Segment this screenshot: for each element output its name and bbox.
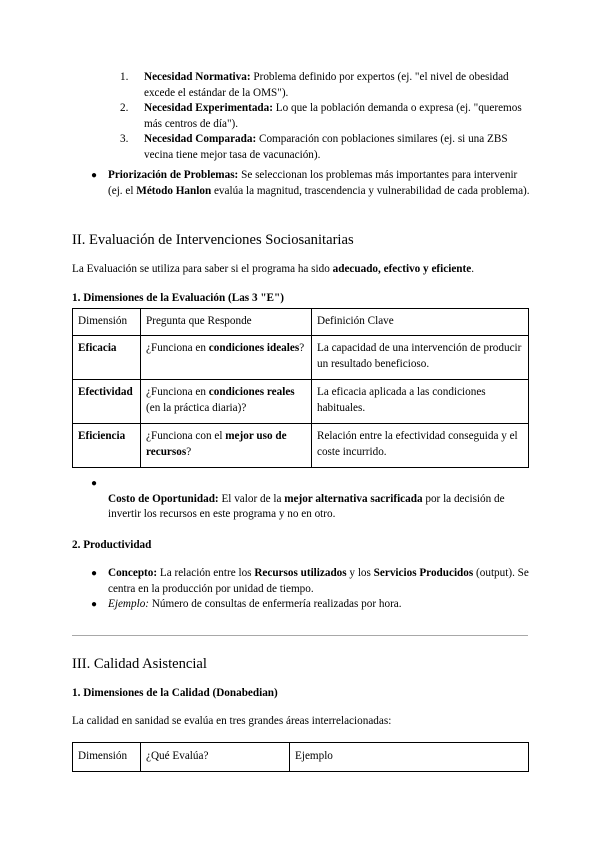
need-text: Comparación con poblaciones similares (ej. si una ZBS vecina tiene mejor tasa de vacunación). xyxy=(144,133,508,161)
dimension-cell xyxy=(73,380,141,424)
question-cell xyxy=(141,336,312,380)
list-item xyxy=(72,132,532,163)
list-number: 3. xyxy=(120,133,129,145)
quality-table xyxy=(72,742,529,772)
definition-cell: La capacidad de una intervención de producir un resultado beneficioso. xyxy=(312,336,529,380)
header-cell: Definición Clave xyxy=(312,309,529,336)
question-text: ¿Funciona en xyxy=(146,386,209,398)
question-text: ¿Funciona en xyxy=(146,342,209,354)
list-item xyxy=(72,597,532,613)
question-end: ? xyxy=(299,342,305,354)
definition-cell: Relación entre la efectividad conseguida y el coste incurrido. xyxy=(312,424,529,468)
section-3-title: III. Calidad Asistencial xyxy=(72,656,207,672)
horizontal-divider xyxy=(72,635,528,636)
need-text: Problema definido por expertos (ej. "el nivel de obesidad excede el estándar de la OMS"). xyxy=(144,71,509,99)
quality-intro: La calidad en sanidad se evalúa en tres grandes áreas interrelacionadas: xyxy=(72,715,392,727)
header-cell: Ejemplo xyxy=(290,743,529,772)
bullet-icon: ● xyxy=(91,170,98,181)
need-label: Necesidad Experimentada: xyxy=(144,102,273,114)
bullet-icon: ● xyxy=(91,568,98,579)
question-bold: condiciones reales xyxy=(208,386,295,398)
example-text: Número de consultas de enfermería realizadas por hora. xyxy=(149,598,402,610)
prioritization-label: Priorización de Problemas: xyxy=(108,169,239,181)
list-number: 1. xyxy=(120,71,129,83)
concept-text: La relación entre los xyxy=(157,567,255,579)
dimension-cell xyxy=(73,424,141,468)
question-end: ? xyxy=(186,445,192,458)
dimension-name: Eficiencia xyxy=(78,430,126,442)
concept-label: Concepto: xyxy=(108,567,158,579)
evaluation-table xyxy=(72,308,529,468)
hanlon-method: Método Hanlon xyxy=(136,184,212,197)
concept-bold-services: Servicios Producidos xyxy=(373,567,474,579)
list-item xyxy=(72,566,532,597)
needs-list xyxy=(72,70,532,163)
opportunity-bold: mejor alternativa sacrificada xyxy=(284,492,423,505)
quality-dimensions-heading: 1. Dimensiones de la Calidad (Donabedian) xyxy=(72,687,278,699)
productivity-heading: 2. Productividad xyxy=(72,539,152,551)
question-bold: condiciones ideales xyxy=(208,342,300,354)
table-row xyxy=(73,424,529,468)
list-item xyxy=(72,168,532,199)
need-label: Necesidad Comparada: xyxy=(144,133,257,145)
opportunity-text-end: por la decisión de invertir los recursos en este programa y no en otro. xyxy=(108,492,505,520)
intro-end: . xyxy=(471,263,474,275)
intro-bold: adecuado, efectivo y eficiente xyxy=(332,263,472,275)
definition-cell: La eficacia aplicada a las condiciones habituales. xyxy=(312,380,529,424)
opportunity-list xyxy=(72,476,532,523)
intro-text: La Evaluación se utiliza para saber si el programa ha sido xyxy=(72,263,333,275)
list-item xyxy=(72,70,532,101)
table-header-row xyxy=(73,309,529,336)
list-item xyxy=(72,476,532,523)
prioritization-list xyxy=(72,168,532,199)
opportunity-label: Costo de Oportunidad: xyxy=(108,492,219,505)
section-2-title: II. Evaluación de Intervenciones Sociosanitarias xyxy=(72,232,354,248)
need-label: Necesidad Normativa: xyxy=(144,71,251,83)
evaluation-dimensions-heading: 1. Dimensiones de la Evaluación (Las 3 "E") xyxy=(72,292,284,304)
question-text: ¿Funciona con el xyxy=(146,430,226,442)
dimension-name: Efectividad xyxy=(78,386,133,398)
header-cell: Pregunta que Responde xyxy=(141,309,312,336)
example-label: Ejemplo: xyxy=(108,598,150,610)
table-row xyxy=(73,380,529,424)
bullet-icon: ● xyxy=(91,478,98,489)
bullet-icon: ● xyxy=(91,599,98,610)
concept-bold-resources: Recursos utilizados xyxy=(254,567,347,579)
need-text: Lo que la población demanda o expresa (ej. "queremos más centros de día"). xyxy=(144,102,522,130)
evaluation-intro xyxy=(72,262,532,278)
dimension-cell xyxy=(73,336,141,380)
list-item xyxy=(72,101,532,132)
list-number: 2. xyxy=(120,102,129,114)
header-cell: Dimensión xyxy=(73,309,141,336)
table-row xyxy=(73,336,529,380)
question-cell xyxy=(141,424,312,468)
question-cell xyxy=(141,380,312,424)
opportunity-text: El valor de la xyxy=(218,492,285,505)
table-header-row xyxy=(73,743,529,772)
dimension-name: Eficacia xyxy=(78,342,117,354)
concept-text: y los xyxy=(346,567,374,579)
productivity-list xyxy=(72,566,532,613)
header-cell: Dimensión xyxy=(73,743,141,772)
prioritization-text: Se seleccionan los problemas más importantes para intervenir (ej. el xyxy=(108,169,518,197)
prioritization-text-end: evalúa la magnitud, trascendencia y vulnerabilidad de cada problema). xyxy=(211,184,530,197)
question-end: (en la práctica diaria)? xyxy=(146,401,247,414)
concept-text-end: (output). Se centra en la producción por unidad de tiempo. xyxy=(108,567,529,595)
question-bold: mejor uso de recursos xyxy=(146,430,287,458)
header-cell: ¿Qué Evalúa? xyxy=(141,743,290,772)
